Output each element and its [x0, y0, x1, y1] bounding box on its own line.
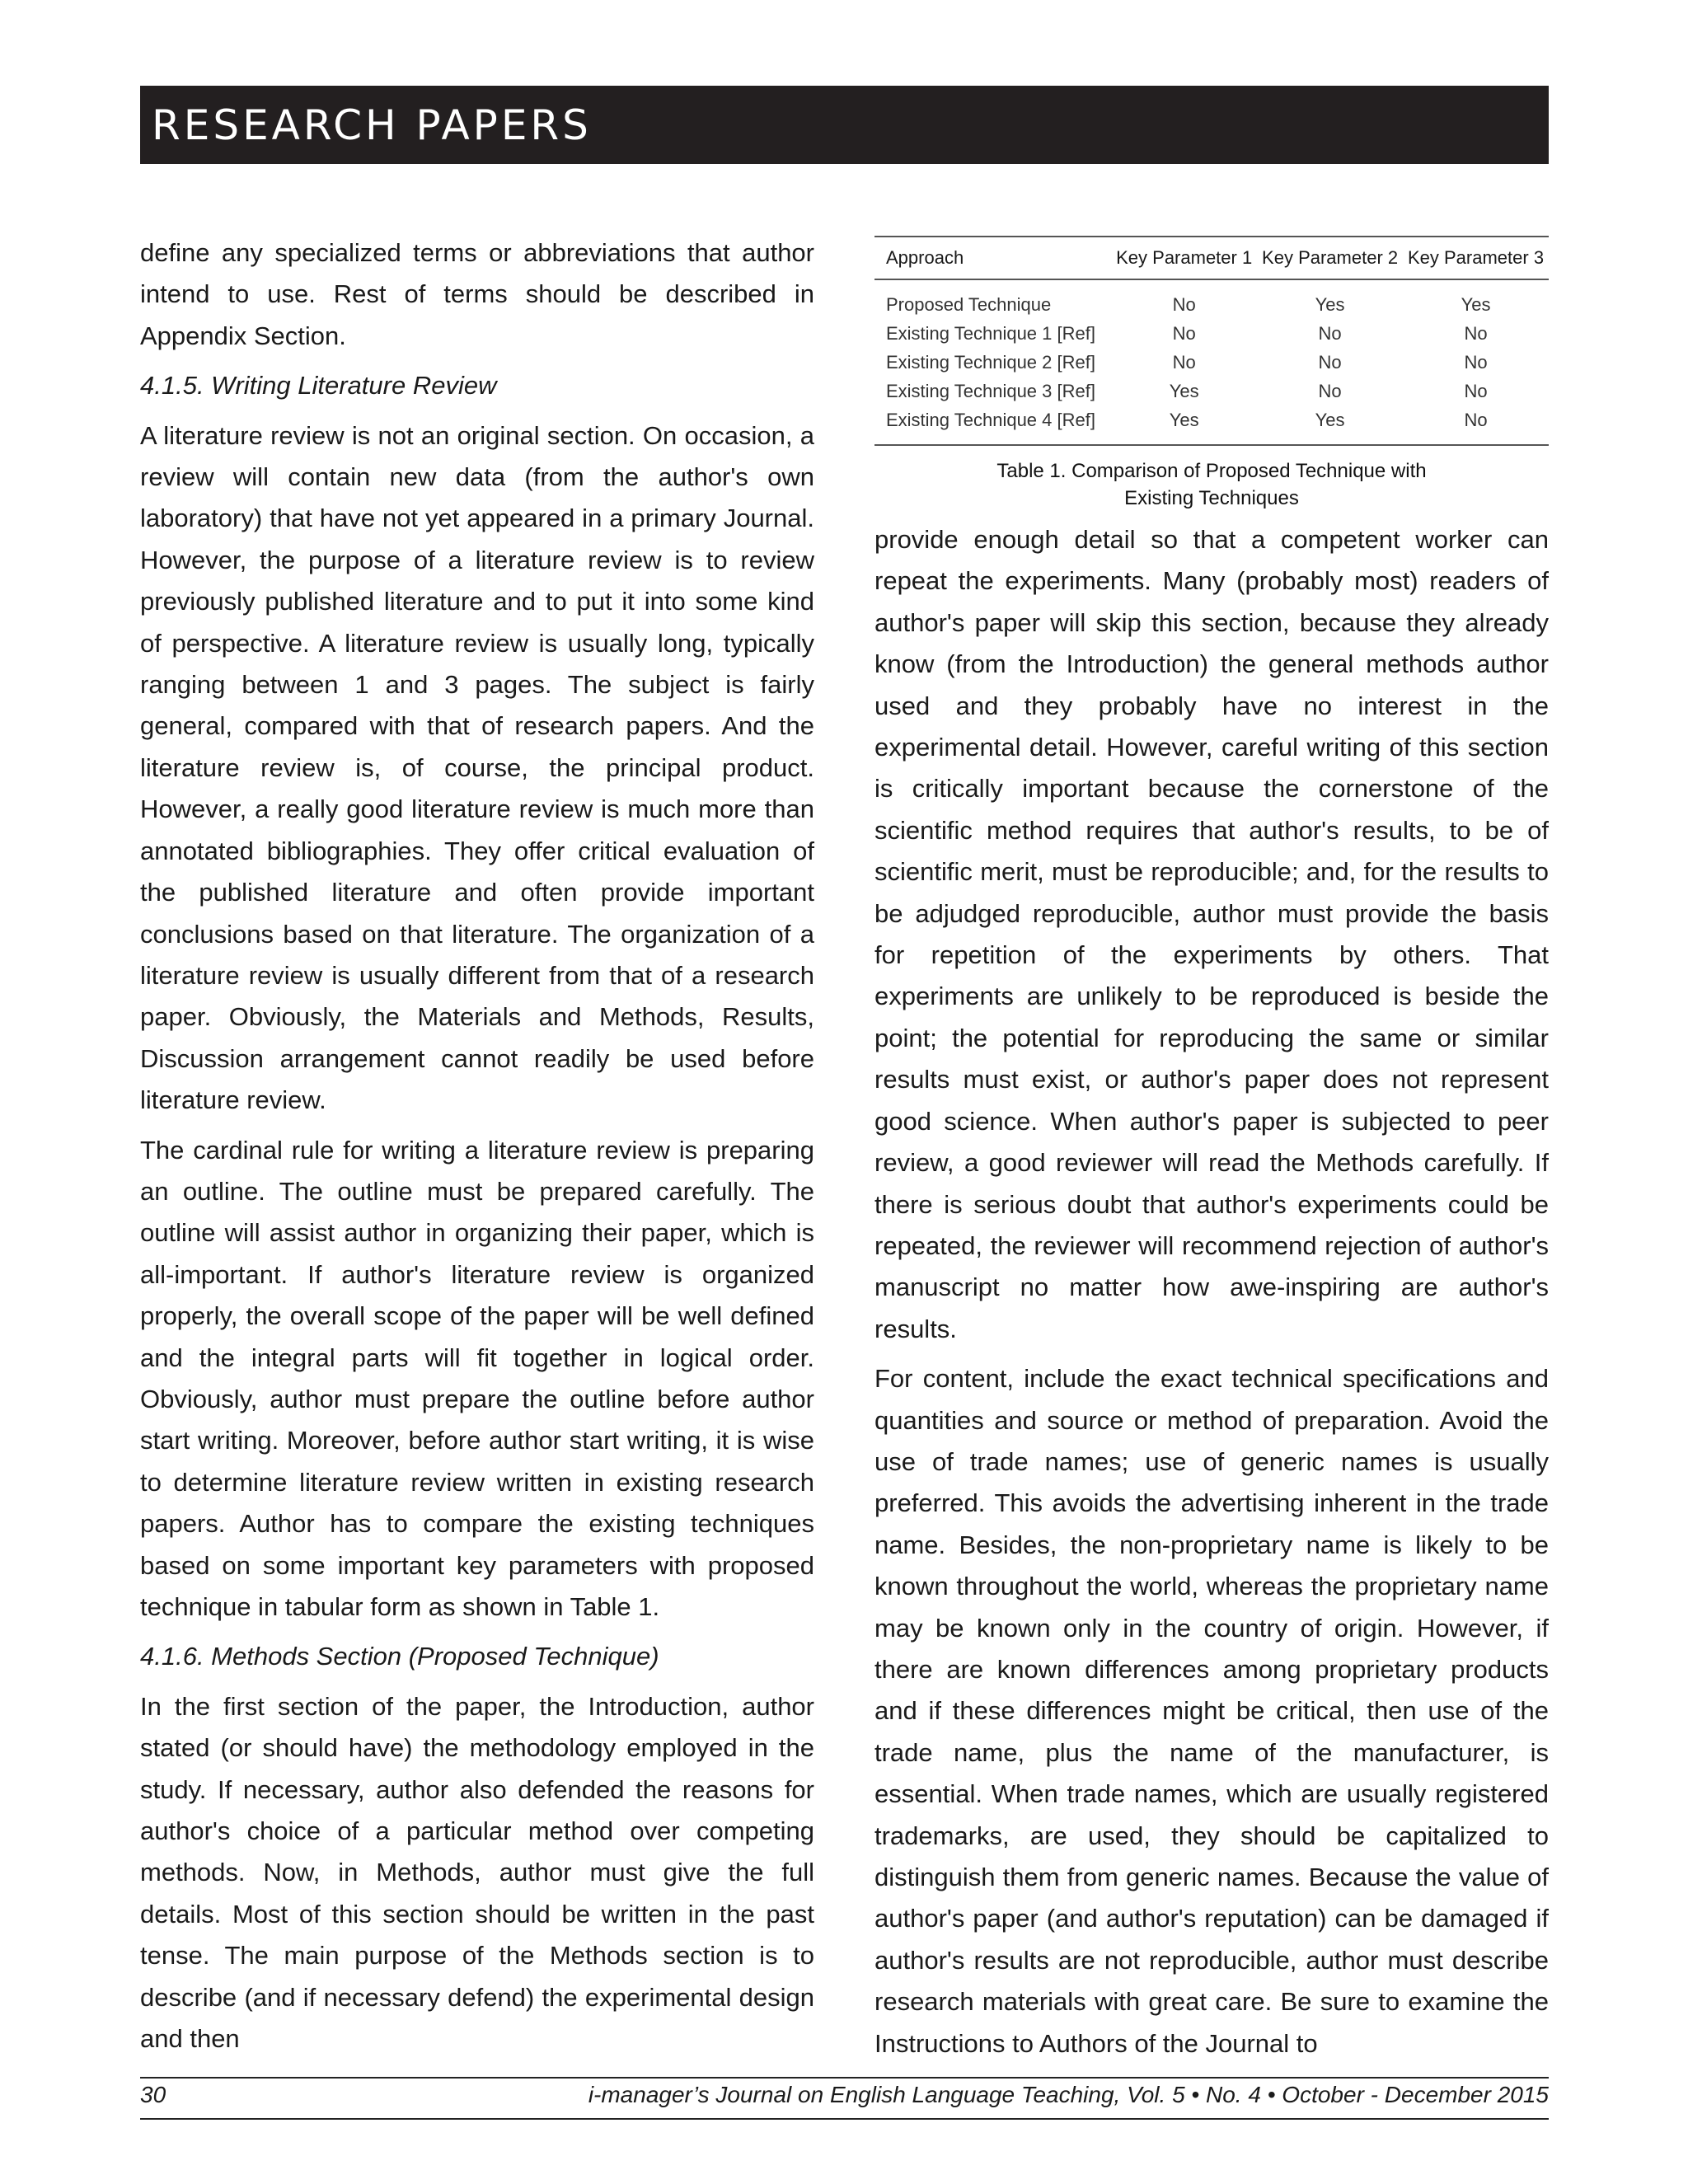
table-header-cell: Key Parameter 1 — [1111, 237, 1257, 279]
table-cell: No — [1172, 322, 1196, 344]
paragraph: In the first section of the paper, the Introduction, author stated (or should have) the methodology employed in the study. If necessary, author also defended the reasons for author's choice of a particular method over competing methods. Now, in Methods, author must give the full details. Most of this section should be written in the past tense. The main purpose of the Methods section is to describe (and if necessary defend) the experimental design and then — [140, 1691, 814, 2054]
table-cell: Existing Technique 3 [Ref] — [886, 380, 1095, 401]
table-caption — [874, 457, 1549, 512]
table-cell: Existing Technique 1 [Ref] — [886, 322, 1095, 344]
table-cell: No — [1464, 380, 1488, 401]
journal-citation: i-manager’s Journal on English Language Teaching, Vol. 5 • No. 4 • October - December 2015 — [588, 2082, 1549, 2107]
table-row — [874, 319, 1549, 348]
table-cell: Yes — [1315, 293, 1345, 315]
right-column — [874, 519, 1549, 2073]
table-cell: Yes — [1257, 405, 1403, 445]
page-number: 30 — [140, 2082, 166, 2107]
table-row — [874, 377, 1549, 405]
subsection-heading: 4.1.5. Writing Literature Review — [140, 371, 497, 401]
table-cell: No — [1318, 380, 1342, 401]
paragraph: For content, include the exact technical specifications and quantities and source or method of preparation. Avoid the use of trade names; use of generic names is usually preferred. This avoids the advertising inherent in the trade name. Besides, the non-proprietary name is likely to be known throughout the world, whereas the proprietary name may be known only in the country of origin. However, if there are known differences among proprietary products and if these differences might be critical, then use of the trade name, plus the name of the manufacturer, is essential. When trade names, which are usually registered trademarks, are used, they should be capitalized to distinguish them from generic names. Because the value of author's paper (and author's reputation) can be damaged if author's results are not reproducible, author must describe research materials with great care. Be sure to examine the Instructions to Authors of the Journal to — [874, 1364, 1549, 2058]
table-cell: No — [1318, 322, 1342, 344]
table-cell: Proposed Technique — [886, 293, 1052, 315]
paragraph: A literature review is not an original section. On occasion, a review will contain new data (from the author's own laboratory) that have not yet appeared in a primary Journal. However, the purpose of a literature review is to review previously published literature and to put it into some kind of perspective. A literature review is usually long, typically ranging between 1 and 3 pages. The subject is fairly general, compared with that of research papers. And the literature review is, of course, the principal product. However, a really good literature review is much more than annotated bibliographies. They offer critical evaluation of the published literature and often provide important conclusions based on that literature. The organization of a literature review is usually different from that of a research paper. Obviously, the Materials and Methods, Results, Discussion arrangement cannot readily be used before literature review. — [140, 420, 814, 1115]
section-header-bar — [140, 86, 1549, 164]
paragraph: The cardinal rule for writing a literature review is preparing an outline. The outline must be prepared carefully. The outline will assist author in organizing their paper, which is all-important. If author's literature review is organized properly, the overall scope of the paper will be well defined and the integral parts will fit together in logical order. Obviously, author must prepare the outline before author start writing. Moreover, before author start writing, it is wise to determine literature review written in existing research papers. Author has to compare the existing techniques based on some important key parameters with proposed technique in tabular form as shown in Table 1. — [140, 1135, 814, 1621]
comparison-table-block — [874, 236, 1549, 512]
table-header-row — [874, 237, 1549, 279]
comparison-table — [874, 236, 1549, 446]
table-header-cell: Key Parameter 2 — [1257, 237, 1403, 279]
table-cell: No — [1403, 405, 1549, 445]
footer-rule — [140, 2118, 1549, 2120]
paragraph: provide enough detail so that a competent worker can repeat the experiments. Many (probably most) readers of author's paper will skip this section, because they already know (from the Introduction) the general methods author used and they probably have no interest in the experimental detail. However, careful writing of this section is critically important because the cornerstone of the scientific method requires that author's results, to be of scientific merit, must be reproducible; and, for the results to be adjudged reproducible, author must provide the basis for repetition of the experiments by others. That experiments are unlikely to be reproduced is beside the point; the potential for reproducing the same or similar results must exist, or author's paper does not represent good science. When author's paper is subjected to peer review, a good reviewer will read the Methods carefully. If there is serious doubt that author's experiments could be repeated, the reviewer will recommend rejection of author's manuscript no matter how awe-inspiring are author's results. — [874, 525, 1549, 1343]
table-cell: Yes — [1169, 380, 1199, 401]
table-cell: No — [1318, 351, 1342, 373]
table-cell: Existing Technique 4 [Ref] — [874, 405, 1111, 445]
table-cell: Yes — [1461, 293, 1491, 315]
table-row — [874, 405, 1549, 445]
table-cell: No — [1172, 293, 1196, 315]
table-row — [874, 279, 1549, 319]
table-cell: No — [1464, 351, 1488, 373]
table-caption-line: Table 1. Comparison of Proposed Technique with — [996, 460, 1427, 482]
table-caption-line: Existing Techniques — [1124, 487, 1299, 509]
table-cell: Yes — [1111, 405, 1257, 445]
table-header-cell: Key Parameter 3 — [1403, 237, 1549, 279]
section-title: RESEARCH PAPERS — [152, 101, 592, 149]
left-column — [140, 232, 814, 2068]
table-row — [874, 348, 1549, 377]
subsection-heading: 4.1.6. Methods Section (Proposed Technique) — [140, 1642, 659, 1671]
table-cell: No — [1464, 322, 1488, 344]
table-cell: Existing Technique 2 [Ref] — [886, 351, 1095, 373]
footer-rule — [140, 2077, 1549, 2079]
paragraph: define any specialized terms or abbreviations that author intend to use. Rest of terms should be described in Appendix Section. — [140, 238, 814, 350]
table-header-cell: Approach — [874, 237, 1111, 279]
table-cell: No — [1172, 351, 1196, 373]
